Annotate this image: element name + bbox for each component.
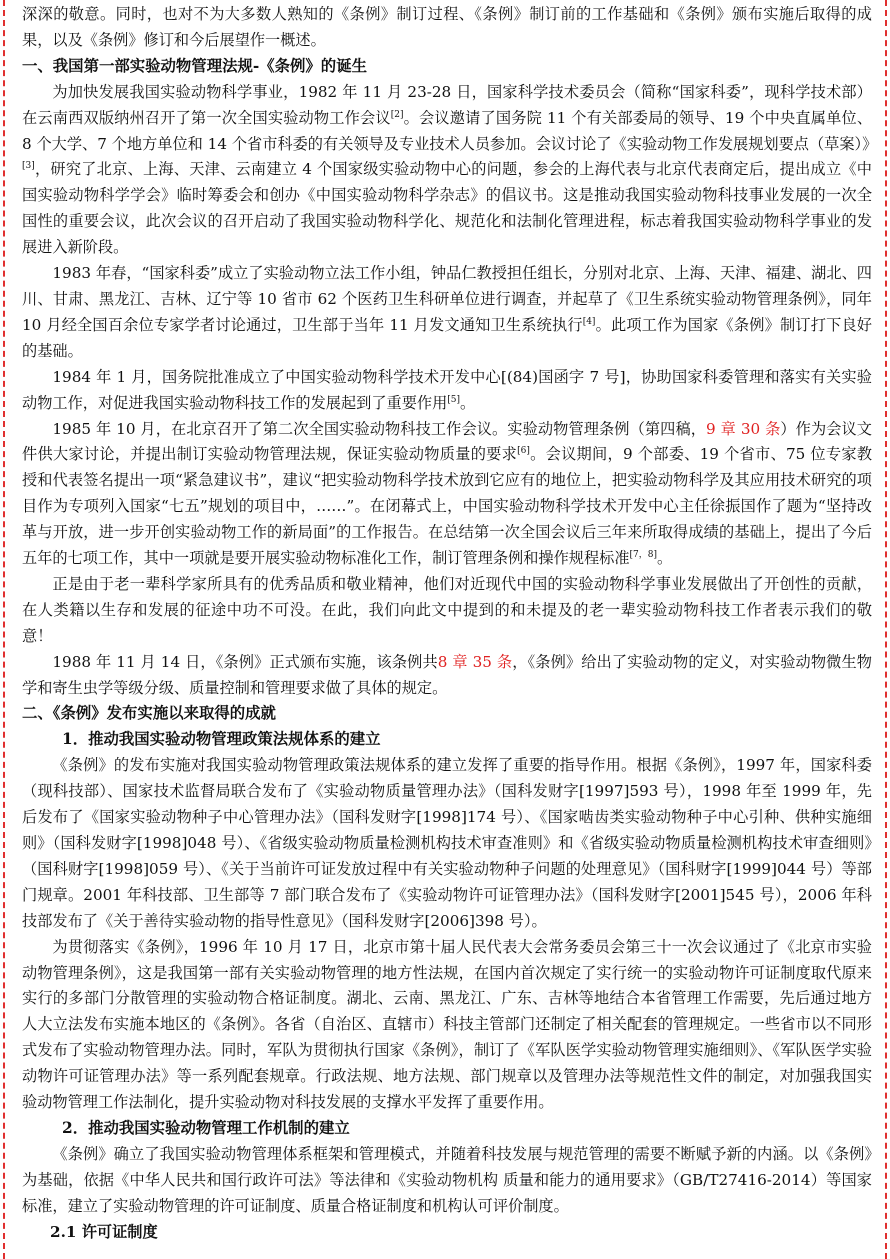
paragraph-intro-continued: 深深的敬意。同时，也对不为大多数人熟知的《条例》制订过程、《条例》制订前的工作基础和《条例》颁布实施后取得的成果，以及《条例》修订和今后展望作一概述。 [22, 5, 872, 49]
section-heading-2: 二、《条例》发布实施以来取得的成就 [22, 704, 276, 723]
paragraph-1984: 1984 年 1 月，国务院批准成立了中国实验动物科学技术开发中心[(84)国函字 7 号]，协助国家科委管理和落实有关实验动物工作，对促进我国实验动物科技工作的发展起到了重要作用[5]。 [22, 367, 872, 412]
section-heading-1: 一、我国第一部实验动物管理法规-《条例》的诞生 [22, 56, 367, 75]
page-border-right [885, 0, 887, 1259]
document-page [22, 2, 878, 1246]
citation-ref: [4] [582, 316, 596, 327]
citation-ref: [6] [517, 446, 530, 457]
citation-ref: [2] [390, 109, 404, 120]
paragraph-tribute: 正是由于老一辈科学家所具有的优秀品质和敬业精神，他们对近现代中国的实验动物科学事业发展做出了开创性的贡献，在人类籍以生存和发展的征途中功不可没。在此，我们向此文中提到的和未提及的老一辈实验动物科技工作者表示我们的敬意！ [22, 574, 872, 645]
page-border-left [3, 0, 5, 1259]
paragraph-1983: 1983 年春，“国家科委”成立了实验动物立法工作小组，钟品仁教授担任组长，分别对北京、上海、天津、福建、湖北、四川、甘肃、黑龙江、吉林、辽宁等 10 省市 62 个医药卫生科研单位进行调查，并起草了《卫生系统实验动物管理条例》，同年 10 月经全国百余位专家学者讨论通过，卫生部于当年 11 月发文通知卫生系统执行[4]。此项工作为国家《条例》制订打下良好的基础。 [22, 264, 872, 360]
citation-ref: [7，8] [629, 550, 657, 561]
paragraph-1988: 1988 年 11 月 14 日，《条例》正式颁布实施，该条例共8 章 35 条，《条例》给出了实验动物的定义，对实验动物微生物学和寄生虫学等级分级、质量控制和管理要求做了具体的规定。 [22, 652, 872, 697]
paragraph-1982-conference: 为加快发展我国实验动物科学事业，1982 年 11 月 23-28 日，国家科学技术委员会（简称“国家科委”，现科学技术部）在云南西双版纳州召开了第一次全国实验动物工作会议[2]。会议邀请了国务院 11 个有关部委局的领导、19 个中央直属单位、8 个大学、7 个地方单位和 14 个省市科委的有关领导及专业技术人员参加。会议讨论了《实验动物工作发展规划要点（草案）》[3]，研究了北京、上海、天津、云南建立 4 个国家级实验动物中心的问题，参会的上海代表与北京代表商定后，提出成立《中国实验动物科学学会》临时筹委会和创办《中国实验动物科学杂志》的倡议书。这是推动我国实验动物科技事业发展的一次全国性的重要会议，此次会议的召开启动了我国实验动物科学化、规范化和法制化管理进程，标志着我国实验动物科学事业的发展进入新阶段。 [22, 82, 878, 257]
paragraph-local-regulations: 为贯彻落实《条例》，1996 年 10 月 17 日，北京市第十届人民代表大会常务委员会第三十一次会议通过了《北京市实验动物管理条例》，这是我国第一部有关实验动物管理的地方性法规，在国内首次规定了实行统一的实验动物许可证制度取代原来实行的多部门分散管理的实验动物合格证制度。湖北、云南、黑龙江、广东、吉林等地结合本省管理工作需要，先后通过地方人大立法发布实施本地区的《条例》。各省（自治区、直辖市）科技主管部门还制定了相关配套的管理规定。一些省市以不同形式发布了实验动物管理办法。同时，军队为贯彻执行国家《条例》，制订了《军队医学实验动物管理实施细则》、《军队医学实验动物许可证管理办法》等一系列配套规章。行政法规、地方法规、部门规章以及管理办法等规范性文件的制定，对加强我国实验动物管理工作法制化，提升实验动物对科技发展的支撑水平发挥了重要作用。 [22, 937, 872, 1112]
paragraph-policy-system: 《条例》的发布实施对我国实验动物管理政策法规体系的建立发挥了重要的指导作用。根据《条例》，1997 年，国家科委（现科技部）、国家技术监督局联合发布了《实验动物质量管理办法》（国科发财字[1997]593 号），1998 年至 1999 年，先后发布了《国家实验动物种子中心管理办法》（国科发财字[1998]174 号）、《国家啮齿类实验动物种子中心引种、供种实施细则》（国科发财字[1998]048 号）、《省级实验动物质量检测机构技术审查准则》和《省级实验动物质量检测机构技术审查细则》（国科财字[1998]059 号）、《关于当前许可证发放过程中有关实验动物种子问题的处理意见》（国科财字[1999]044 号）等部门规章。2001 年科技部、卫生部等 7 部门联合发布了《实验动物许可证管理办法》（国科发财字[2001]545 号），2006 年科技部发布了《关于善待实验动物的指导性意见》（国科发财字[2006]398 号）。 [22, 756, 872, 930]
subsection-heading-1: 1．推动我国实验动物管理政策法规体系的建立 [62, 730, 381, 749]
paragraph-1985: 1985 年 10 月，在北京召开了第二次全国实验动物科技工作会议。实验动物管理条例（第四稿，9 章 30 条）作为会议文件供大家讨论，并提出制订实验动物管理法规，保证实验动物质量的要求[6]。会议期间，9 个部委、19 个省市、75 位专家教授和代表签名提出一项“紧急建议书”，建议“把实验动物科学技术放到它应有的地位上，把实验动物科学及其应用技术研究的项目作为专项列入国家“七五”规划的项目中，……”。在闭幕式上，中国实验动物科学技术开发中心主任徐振国作了题为“坚持改革与开放，进一步开创实验动物工作的新局面”的工作报告。在总结第一次全国会议后三年来所取得成绩的基础上，提出了今后五年的七项工作，其中一项就是要开展实验动物标准化工作，制订管理条例和操作规程标准[7，8]。 [22, 419, 873, 568]
citation-ref: [3] [22, 161, 35, 172]
highlight-chapter-count: 8 章 35 条 [437, 652, 513, 671]
highlight-chapter-count: 9 章 30 条 [706, 419, 781, 438]
paragraph-mechanism: 《条例》确立了我国实验动物管理体系框架和管理模式，并随着科技发展与规范管理的需要不断赋予新的内涵。以《条例》为基础，依据《中华人民共和国行政许可法》等法律和《实验动物机构 质量和能力的通用要求》（GB/T27416-2014）等国家标准，建立了实验动物管理的许可证制度、质量合格证制度和机构认可评价制度。 [22, 1144, 872, 1215]
citation-ref: [5] [447, 394, 460, 405]
subsection-heading-2-1: 2.1 许可证制度 [50, 1222, 158, 1241]
subsection-heading-2: 2．推动我国实验动物管理工作机制的建立 [62, 1118, 350, 1137]
